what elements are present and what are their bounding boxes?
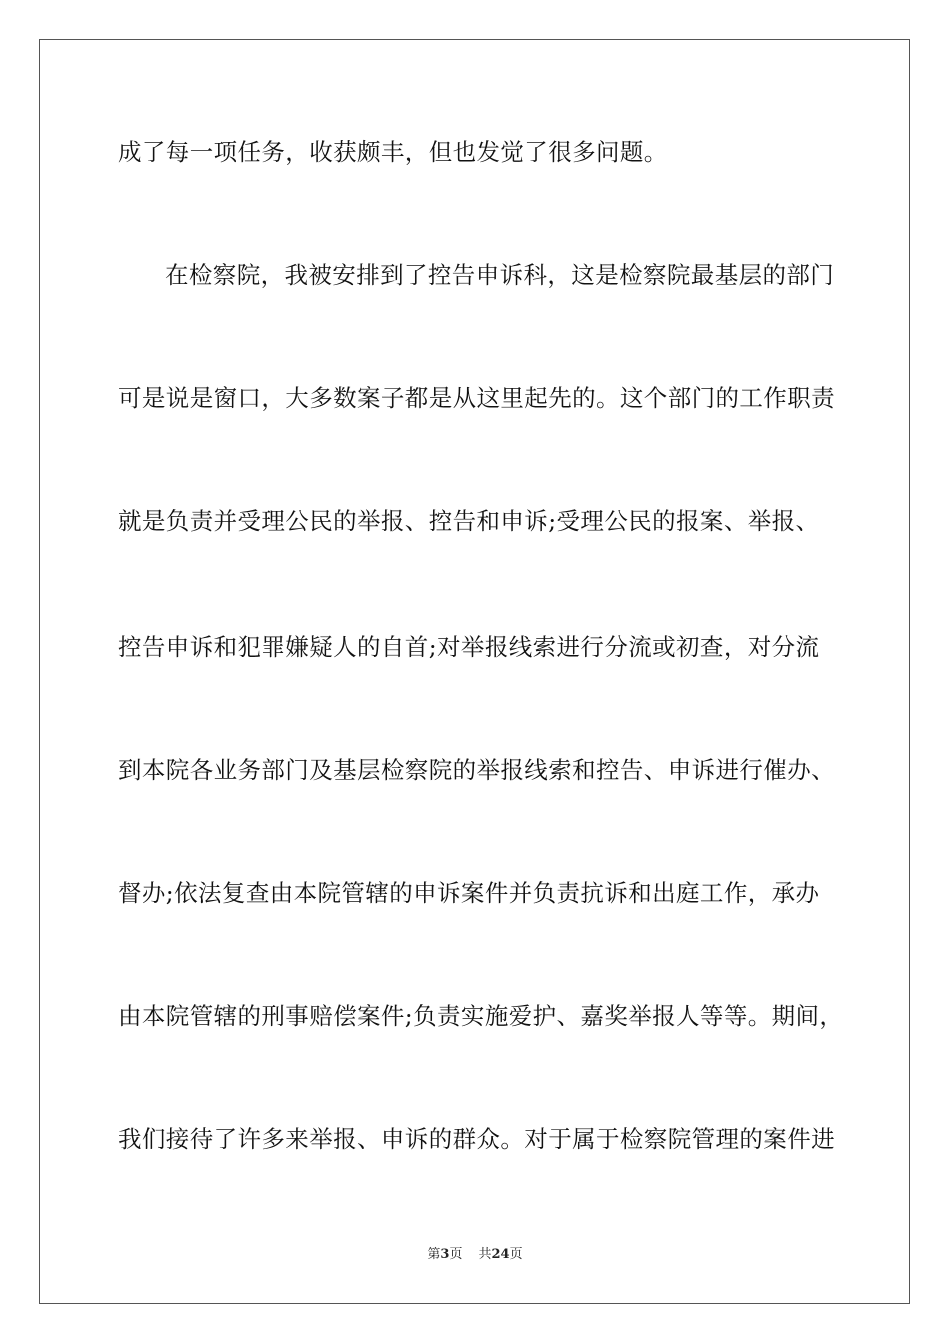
body-line-9: 我们接待了许多来举报、申诉的群众。对于属于检察院管理的案件进 (118, 1125, 835, 1153)
body-line-2: 在检察院，我被安排到了控告申诉科，这是检察院最基层的部门 (165, 261, 835, 289)
page-number: 3 (440, 1247, 450, 1262)
page-suffix: 页 (449, 1247, 463, 1262)
total-prefix: 共 (478, 1247, 492, 1262)
body-line-6: 到本院各业务部门及基层检察院的举报线索和控告、申诉进行催办、 (118, 756, 835, 784)
page-border (39, 39, 910, 1304)
body-line-7: 督办;依法复查由本院管辖的申诉案件并负责抗诉和出庭工作，承办 (118, 879, 820, 907)
body-line-4: 就是负责并受理公民的举报、控告和申诉;受理公民的报案、举报、 (118, 507, 820, 535)
page-prefix: 第 (427, 1247, 441, 1262)
page-footer (0, 1246, 950, 1264)
body-line-1: 成了每一项任务，收获颇丰，但也发觉了很多问题。 (118, 138, 668, 166)
body-line-5: 控告申诉和犯罪嫌疑人的自首;对举报线索进行分流或初查，对分流 (118, 633, 820, 661)
total-pages: 24 (491, 1247, 510, 1262)
total-suffix: 页 (509, 1247, 523, 1262)
body-line-8: 由本院管辖的刑事赔偿案件;负责实施爱护、嘉奖举报人等等。期间， (118, 1002, 844, 1030)
body-line-3: 可是说是窗口，大多数案子都是从这里起先的。这个部门的工作职责 (118, 384, 835, 412)
